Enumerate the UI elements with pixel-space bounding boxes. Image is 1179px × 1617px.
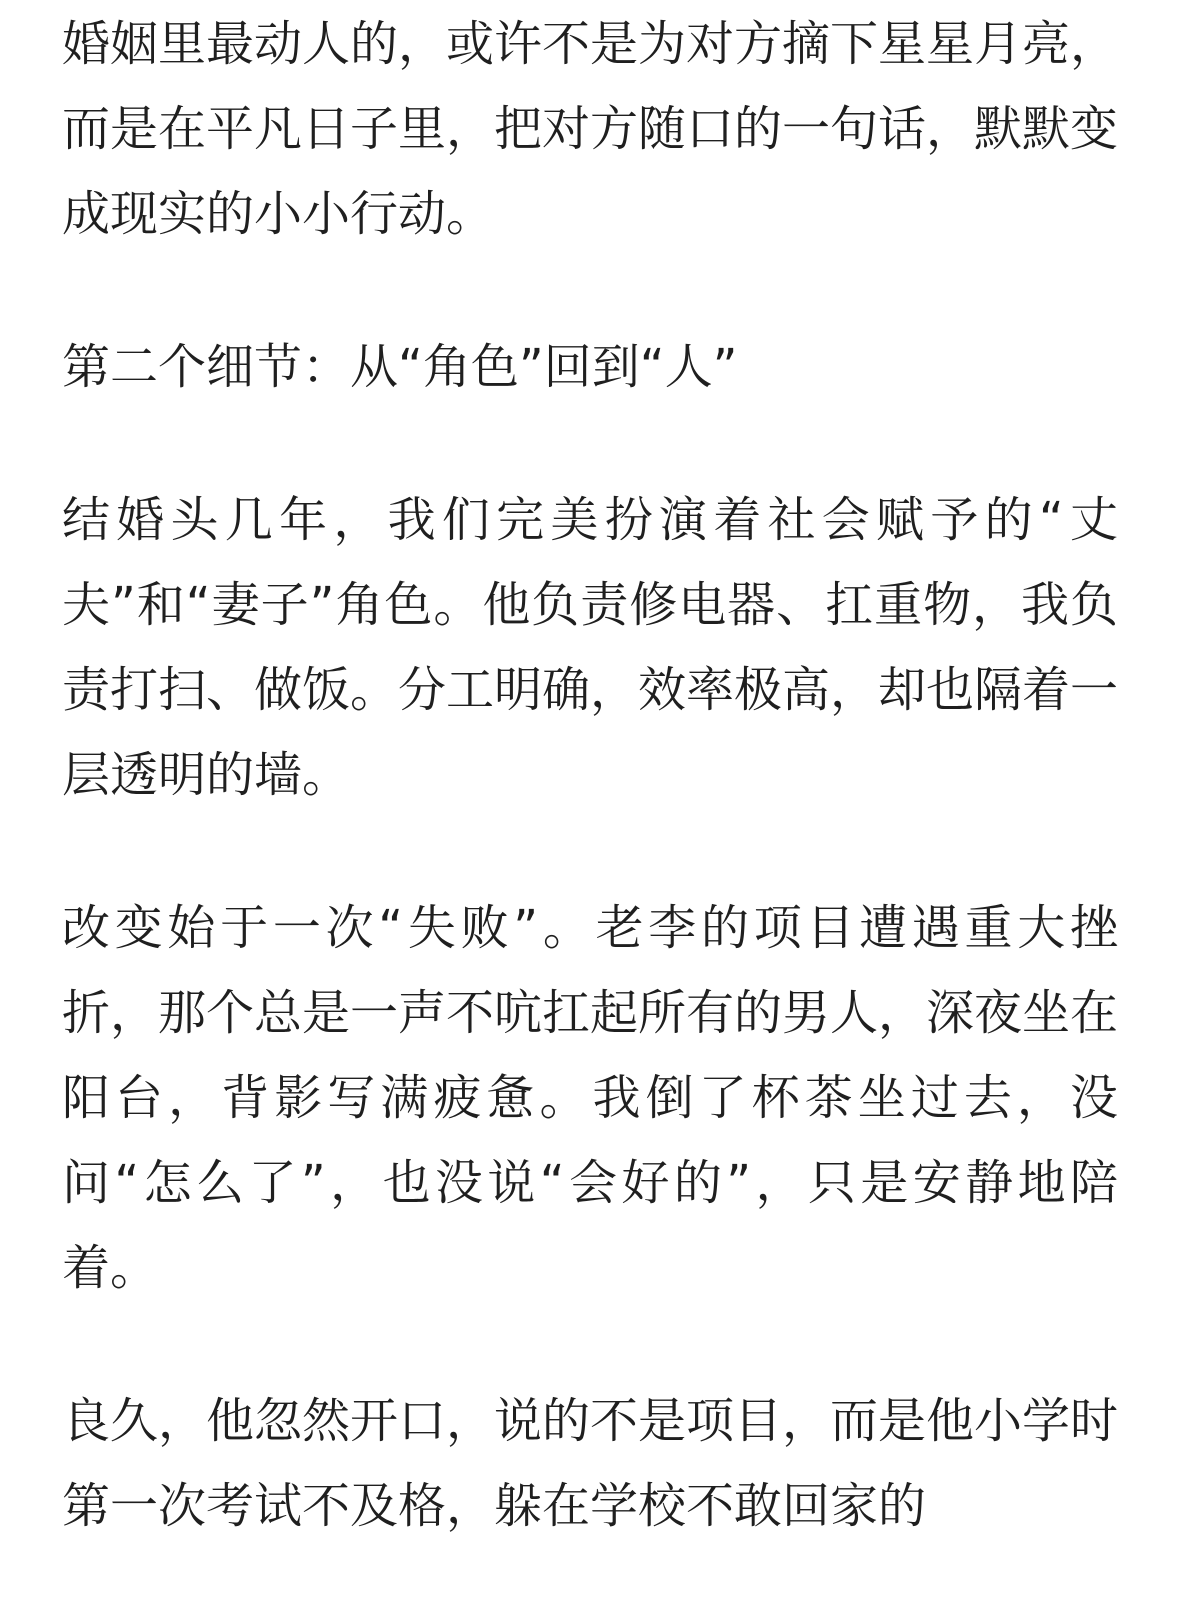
paragraph-childhood-memory: 良久，他忽然开口，说的不是项目，而是他小学时第一次考试不及格，躲在学校不敢回家的: [62, 1393, 1119, 1534]
section-heading: 第二个细节：从“角色”回到“人”: [62, 339, 738, 395]
paragraph-roles: 结婚头几年，我们完美扮演着社会赋予的“丈夫”和“妻子”角色。他负责修电器、扛重物，我负责打扫、做饭。分工明确，效率极高，却也隔着一层透明的墙。: [62, 492, 1119, 803]
article-body: [62, 2, 1118, 1617]
paragraph-intro-conclusion: 婚姻里最动人的，或许不是为对方摘下星星月亮，而是在平凡日子里，把对方随口的一句话，默默变成现实的小小行动。: [62, 16, 1119, 242]
paragraph-failure: 改变始于一次“失败”。老李的项目遭遇重大挫折，那个总是一声不吭扛起所有的男人，深夜坐在阳台，背影写满疲惫。我倒了杯茶坐过去，没问“怎么了”，也没说“会好的”，只是安静地陪着。: [62, 900, 1119, 1296]
